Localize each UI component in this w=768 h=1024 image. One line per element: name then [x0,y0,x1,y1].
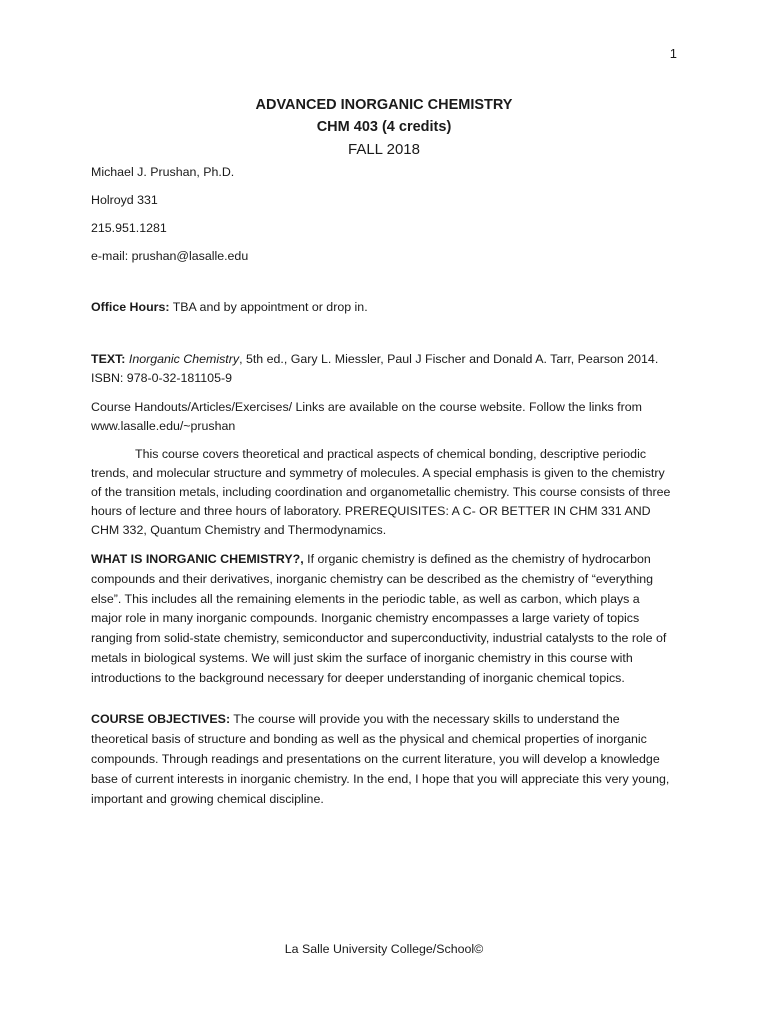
instructor-contact [91,158,248,270]
objectives-text: The course will provide you with the necessary skills to understand the theoretical basis of structure and bonding as well as the physical and chemical properties of inorganic compounds. Through readings and presentations on the current literature, you will develop a knowledge base of current interests in inorganic chemistry. In the end, I hope that you will appreciate this very young, important and growing chemical discipline. [91,712,670,806]
course-objectives [91,709,673,809]
syllabus-title [0,94,768,162]
email-address: e-mail: prushan@lasalle.edu [91,249,249,263]
what-is-text: If organic chemistry is defined as the chemistry of hydrocarbon compounds and their derivatives, inorganic chemistry can be described as the chemistry of “everything else”. This includes all the remaining elements in the periodic table, as well as carbon, which plays a major role in many inorganic compounds. Inorganic chemistry encompasses a large variety of topics ranging from solid-state chemistry, semiconductor and superconductivity, industrial catalysts to the role of metals in biological systems. We will just skim the surface of inorganic chemistry in this course with introductions to the background necessary for deeper understanding of inorganic chemical topics. [91,552,667,685]
course-name: ADVANCED INORGANIC CHEMISTRY [255,97,513,113]
office-hours-label: Office Hours: [91,300,170,314]
office-location: Holroyd 331 [91,193,158,207]
phone-number: 215.951.1281 [91,221,167,235]
office-hours-text: TBA and by appointment or drop in. [169,300,368,314]
what-is-label: WHAT IS INORGANIC CHEMISTRY?, [91,552,304,566]
instructor-name: Michael J. Prushan, Ph.D. [91,165,235,179]
textbook-details: , 5th ed., Gary L. Miessler, Paul J Fischer and Donald A. Tarr, Pearson 2014. ISBN: 978-0-32-181105-9 [91,352,659,385]
course-handouts: Course Handouts/Articles/Exercises/ Links are available on the course website. Follow the links from www.lasalle.edu/~prushan [91,400,642,433]
office-hours [91,297,681,317]
textbook [91,350,681,388]
what-is-inorganic-chemistry [91,550,673,689]
course-code: CHM 403 (4 credits) [316,119,452,135]
page-footer: La Salle University College/School© [284,942,484,956]
objectives-label: COURSE OBJECTIVES: [91,712,231,726]
textbook-title: Inorganic Chemistry [128,352,240,366]
textbook-label: TEXT: [91,352,126,366]
page-number: 1 [669,46,677,61]
course-term: FALL 2018 [347,141,420,158]
course-description: This course covers theoretical and practical aspects of chemical bonding, descriptive periodic trends, and molecular structure and symmetry of molecules. A special emphasis is given to the chemistry of the transition metals, including coordination and organometallic chemistry. This course consists of three hours of lecture and three hours of laboratory. PREREQUISITES: A C- OR BETTER IN CHM 331 AND CHM 332, Quantum Chemistry and Thermodynamics. [91,447,671,537]
